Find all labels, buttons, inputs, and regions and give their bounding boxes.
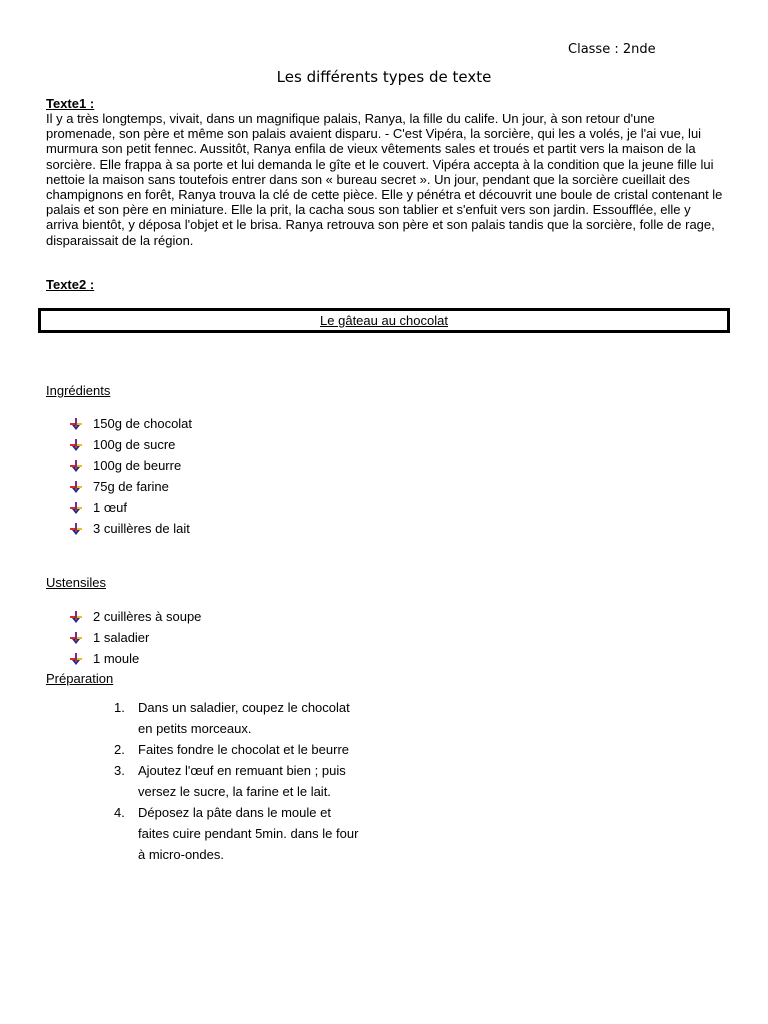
- step-text: Ajoutez l'œuf en remuant bien ; puis versez le sucre, la farine et le lait.: [138, 763, 346, 799]
- ustensile-item-label: 1 saladier: [93, 630, 150, 645]
- ustensiles-list: [70, 606, 201, 669]
- ingredient-item: [70, 455, 192, 476]
- step-text: Faites fondre le chocolat et le beurre: [138, 742, 350, 757]
- arrow-down-bullet-icon: [70, 632, 82, 644]
- preparation-step: [114, 697, 360, 739]
- step-text: Déposez la pâte dans le moule et faites cuire pendant 5min. dans le four à micro-ondes.: [138, 805, 359, 862]
- ingredients-heading: Ingrédients: [46, 383, 111, 398]
- ingredient-item-label: 100g de sucre: [93, 437, 176, 452]
- preparation-steps: [114, 697, 360, 865]
- arrow-down-bullet-icon: [70, 481, 82, 493]
- step-number: 4.: [114, 805, 125, 820]
- class-label: Classe : 2nde: [568, 42, 656, 57]
- ingredient-item-label: 75g de farine: [93, 479, 169, 494]
- step-number: 2.: [114, 742, 125, 757]
- ustensile-item: [70, 606, 201, 627]
- step-number: 3.: [114, 763, 125, 778]
- step-number: 1.: [114, 700, 125, 715]
- recipe-title: Le gâteau au chocolat: [320, 313, 448, 328]
- ingredient-item: [70, 434, 192, 455]
- arrow-down-bullet-icon: [70, 439, 82, 451]
- preparation-step: [114, 739, 360, 760]
- recipe-title-box: [38, 308, 730, 333]
- preparation-heading: Préparation: [46, 671, 114, 686]
- texte1-heading: Texte1 :: [46, 96, 95, 111]
- ingredient-item-label: 150g de chocolat: [93, 416, 193, 431]
- ingredient-item-label: 1 œuf: [93, 500, 127, 515]
- ingredient-item: [70, 497, 192, 518]
- texte1-paragraph: Il y a très longtemps, vivait, dans un magnifique palais, Ranya, la fille du calife. Un jour, à son retour d'une promenade, son père et même son palais avaient disparu. - C'est Vipéra, la sorcière, qui les a volés, je l'ai vue, lui murmura son petit fennec. Aussitôt, Ranya enfila de vieux vêtements sales et troués et partit vers la maison de la sorcière. Elle frappa à sa porte et lui demanda le gîte et le couvert. Vipéra accepta à la condition que la jeune fille lui nettoie la maison sans toutefois entrer dans son « bureau secret ». Un jour, pendant que la sorcière cueillait des champignons en forêt, Ranya trouva la clé de cette pièce. Elle y pénétra et découvrit une boule de cristal contenant le palais et son père en miniature. Elle la prit, la cacha sous son tablier et s'enfuit vers son jardin. Essoufflée, elle y arriva bientôt, y déposa l'objet et le brisa. Ranya retrouva son père et son palais tandis que la sorcière, folle de rage, disparaissait de la région.: [46, 111, 723, 248]
- preparation-step: [114, 802, 360, 865]
- arrow-down-bullet-icon: [70, 418, 82, 430]
- ustensile-item-label: 1 moule: [93, 651, 140, 666]
- ingredient-item: [70, 476, 192, 497]
- ingredients-list: [70, 413, 192, 539]
- arrow-down-bullet-icon: [70, 502, 82, 514]
- texte2-heading: Texte2 :: [46, 277, 95, 292]
- ustensile-item: [70, 648, 201, 669]
- ingredient-item: [70, 518, 192, 539]
- ingredient-item-label: 100g de beurre: [93, 458, 182, 473]
- step-text: Dans un saladier, coupez le chocolat en petits morceaux.: [138, 700, 350, 736]
- page-title: Les différents types de texte: [276, 68, 492, 86]
- ustensile-item-label: 2 cuillères à soupe: [93, 609, 202, 624]
- ustensile-item: [70, 627, 201, 648]
- arrow-down-bullet-icon: [70, 611, 82, 623]
- ustensiles-heading: Ustensiles: [46, 575, 106, 590]
- ingredient-item-label: 3 cuillères de lait: [93, 521, 190, 536]
- arrow-down-bullet-icon: [70, 653, 82, 665]
- arrow-down-bullet-icon: [70, 523, 82, 535]
- ingredient-item: [70, 413, 192, 434]
- preparation-step: [114, 760, 360, 802]
- arrow-down-bullet-icon: [70, 460, 82, 472]
